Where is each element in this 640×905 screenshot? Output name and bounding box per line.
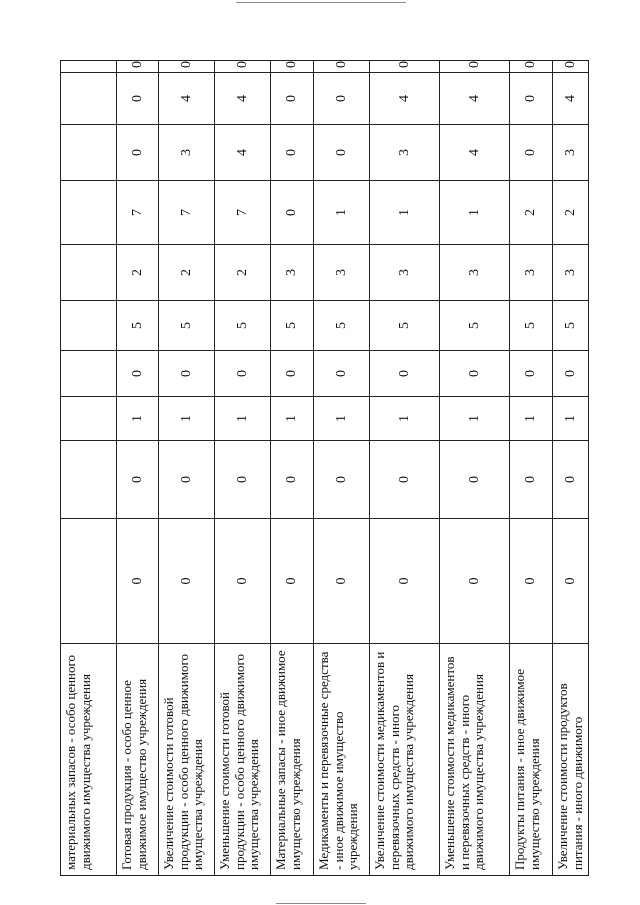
code-cell — [61, 73, 117, 125]
code-cell: 1 — [510, 397, 553, 441]
code-cell: 3 — [440, 245, 510, 301]
table-row — [314, 61, 370, 876]
code-cell: 3 — [159, 125, 215, 181]
code-cell: 3 — [510, 245, 553, 301]
code-cell: 2 — [553, 181, 589, 245]
row-label: Увеличение стоимости медикаментов и перевязочных средств - иного движимого имущества учреждения — [370, 644, 440, 876]
code-cell: 0 — [314, 351, 370, 397]
code-cell: 0 — [370, 441, 440, 519]
code-cell: 0 — [271, 519, 314, 644]
code-cell: 1 — [117, 397, 159, 441]
code-cell: 0 — [271, 441, 314, 519]
code-cell: 5 — [370, 301, 440, 351]
table-row — [553, 61, 589, 876]
row-label: Уменьшение стоимости готовой продукции - особо ценного движимого имущества учреждения — [215, 644, 271, 876]
code-cell: 7 — [159, 181, 215, 245]
code-cell: 7 — [117, 181, 159, 245]
table-row — [159, 61, 215, 876]
code-cell: 4 — [215, 73, 271, 125]
row-label: Материальные запасы - иное движимое имущество учреждения — [271, 644, 314, 876]
table-row — [215, 61, 271, 876]
code-cell: 4 — [440, 125, 510, 181]
code-cell: 4 — [215, 125, 271, 181]
code-cell: 1 — [215, 397, 271, 441]
table-body — [61, 61, 589, 876]
code-cell: 0 — [159, 61, 215, 73]
code-cell: 5 — [440, 301, 510, 351]
code-cell: 2 — [159, 245, 215, 301]
code-cell: 0 — [215, 441, 271, 519]
code-cell: 1 — [159, 397, 215, 441]
code-cell: 1 — [271, 397, 314, 441]
code-cell: 2 — [215, 245, 271, 301]
code-cell: 5 — [159, 301, 215, 351]
code-cell: 1 — [314, 181, 370, 245]
code-cell: 0 — [314, 441, 370, 519]
code-cell: 3 — [271, 245, 314, 301]
top-edge-line — [236, 2, 406, 3]
code-cell: 5 — [314, 301, 370, 351]
code-cell: 0 — [271, 351, 314, 397]
code-cell: 0 — [314, 519, 370, 644]
code-cell: 0 — [510, 125, 553, 181]
table-row — [440, 61, 510, 876]
code-cell: 4 — [370, 73, 440, 125]
code-cell — [61, 181, 117, 245]
code-cell: 1 — [553, 397, 589, 441]
row-label: Продукты питания - иное движимое имущество учреждения — [510, 644, 553, 876]
code-cell: 2 — [510, 181, 553, 245]
code-cell: 0 — [215, 61, 271, 73]
code-cell: 0 — [117, 441, 159, 519]
code-cell: 5 — [271, 301, 314, 351]
code-cell: 0 — [510, 351, 553, 397]
code-cell: 0 — [440, 441, 510, 519]
code-cell: 5 — [510, 301, 553, 351]
table-row — [510, 61, 553, 876]
table-row — [370, 61, 440, 876]
code-cell — [61, 351, 117, 397]
code-cell: 0 — [553, 61, 589, 73]
row-label: материальных запасов - особо ценного движимого имущества учреждения — [61, 644, 117, 876]
code-cell: 0 — [510, 61, 553, 73]
code-cell — [61, 301, 117, 351]
code-cell: 0 — [159, 441, 215, 519]
code-cell — [61, 125, 117, 181]
row-label: Увеличение стоимости готовой продукции - особо ценного движимого имущества учреждения — [159, 644, 215, 876]
code-cell: 1 — [370, 181, 440, 245]
bottom-edge-line — [276, 903, 366, 904]
code-cell: 1 — [440, 181, 510, 245]
code-cell: 0 — [440, 61, 510, 73]
code-cell: 1 — [440, 397, 510, 441]
accounts-table — [60, 60, 589, 876]
row-label: Готовая продукция - особо ценное движимое имущество учреждения — [117, 644, 159, 876]
code-cell: 0 — [440, 351, 510, 397]
code-cell: 0 — [510, 441, 553, 519]
table-row — [61, 61, 117, 876]
rotated-table-wrapper — [60, 61, 588, 876]
code-cell: 0 — [553, 519, 589, 644]
code-cell: 0 — [314, 125, 370, 181]
code-cell: 0 — [117, 519, 159, 644]
code-cell: 0 — [271, 181, 314, 245]
code-cell: 0 — [510, 519, 553, 644]
code-cell: 0 — [440, 519, 510, 644]
code-cell: 1 — [314, 397, 370, 441]
code-cell: 0 — [117, 125, 159, 181]
table-row — [117, 61, 159, 876]
code-cell: 0 — [370, 351, 440, 397]
code-cell: 0 — [271, 73, 314, 125]
table-row — [271, 61, 314, 876]
code-cell: 3 — [370, 245, 440, 301]
row-label: Уменьшение стоимости медикаментов и перевязочных средств - иного движимого имущества учреждения — [440, 644, 510, 876]
code-cell: 0 — [553, 351, 589, 397]
code-cell: 0 — [117, 73, 159, 125]
code-cell: 0 — [117, 351, 159, 397]
code-cell: 7 — [215, 181, 271, 245]
code-cell: 3 — [370, 125, 440, 181]
code-cell: 0 — [159, 519, 215, 644]
code-cell: 5 — [553, 301, 589, 351]
code-cell: 0 — [553, 441, 589, 519]
code-cell: 0 — [314, 73, 370, 125]
code-cell — [61, 61, 117, 73]
code-cell: 4 — [440, 73, 510, 125]
code-cell: 3 — [553, 245, 589, 301]
code-cell: 0 — [314, 61, 370, 73]
code-cell: 4 — [553, 73, 589, 125]
code-cell: 0 — [117, 61, 159, 73]
code-cell: 0 — [215, 351, 271, 397]
code-cell: 4 — [159, 73, 215, 125]
code-cell: 0 — [370, 61, 440, 73]
code-cell — [61, 397, 117, 441]
code-cell: 0 — [271, 61, 314, 73]
row-label: Увеличение стоимости продуктов питания - иного движимого — [553, 644, 589, 876]
code-cell — [61, 441, 117, 519]
code-cell: 0 — [215, 519, 271, 644]
code-cell — [61, 519, 117, 644]
code-cell: 5 — [215, 301, 271, 351]
code-cell: 5 — [117, 301, 159, 351]
code-cell: 3 — [314, 245, 370, 301]
code-cell — [61, 245, 117, 301]
code-cell: 0 — [510, 73, 553, 125]
code-cell: 0 — [159, 351, 215, 397]
code-cell: 2 — [117, 245, 159, 301]
row-label: Медикаменты и перевязочные средства - иное движимое имущество учреждения — [314, 644, 370, 876]
code-cell: 0 — [271, 125, 314, 181]
code-cell: 0 — [370, 519, 440, 644]
code-cell: 3 — [553, 125, 589, 181]
code-cell: 1 — [370, 397, 440, 441]
